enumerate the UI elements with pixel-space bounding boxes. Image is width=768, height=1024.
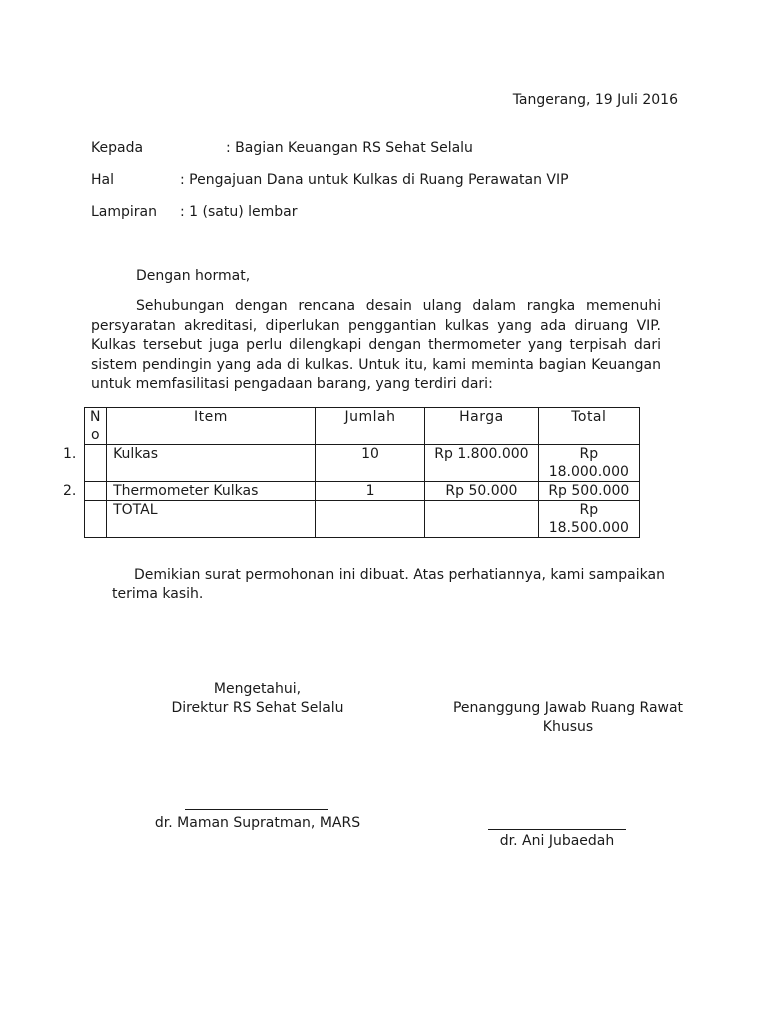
total-jumlah-cell	[315, 501, 424, 538]
signature-right-name: dr. Ani Jubaedah	[499, 833, 615, 849]
lampiran-value: : 1 (satu) lembar	[180, 204, 298, 220]
row-total: Rp 18.000.000	[538, 445, 639, 482]
body-paragraph: Sehubungan dengan rencana desain ulang dalam rangka memenuhi persyaratan akreditasi, diperlukan penggantian kulkas yang ada diruang VIP. Kulkas tersebut juga perlu dilengkapi dengan thermometer yang terpisah dari sistem pendingin yang ada di kulkas. Untuk itu, kami meminta bagian Keuangan untuk memfasilitasi pengadaan barang, yang terdiri dari:	[91, 298, 661, 392]
signature-left-line2: Direktur RS Sehat Selalu	[171, 700, 344, 716]
table-header-row	[85, 408, 640, 445]
row-jumlah: 1	[315, 482, 424, 501]
signature-left-name: dr. Maman Supratman, MARS	[154, 815, 361, 831]
lampiran-label: Lampiran	[91, 204, 158, 220]
header-item: Item	[107, 408, 316, 445]
header-total: Total	[538, 408, 639, 445]
signature-left	[130, 680, 385, 718]
row-number: 1.	[63, 446, 77, 462]
header-harga: Harga	[425, 408, 538, 445]
total-label: TOTAL	[107, 501, 316, 538]
row-no-cell	[63, 482, 107, 501]
kepada-label: Kepada	[91, 140, 144, 156]
row-total: Rp 500.000	[538, 482, 639, 501]
row-item: Kulkas	[107, 445, 316, 482]
signature-right-title: Penanggung Jawab Ruang Rawat Khusus	[452, 700, 684, 735]
total-no-cell	[85, 501, 107, 538]
row-no-cell	[63, 445, 107, 482]
signature-right-rule	[488, 829, 626, 830]
row-harga: Rp 1.800.000	[425, 445, 538, 482]
row-jumlah: 10	[315, 445, 424, 482]
header-no: N o	[85, 408, 107, 445]
total-value: Rp 18.500.000	[538, 501, 639, 538]
signature-left-rule	[185, 809, 328, 810]
table-total-row	[85, 501, 640, 538]
hal-value: : Pengajuan Dana untuk Kulkas di Ruang Perawatan VIP	[180, 172, 569, 188]
greeting: Dengan hormat,	[136, 268, 251, 284]
kepada-value: : Bagian Keuangan RS Sehat Selalu	[226, 140, 473, 156]
table-row	[85, 445, 640, 482]
items-table	[63, 407, 640, 538]
hal-label: Hal	[91, 172, 114, 188]
row-number: 2.	[63, 483, 77, 499]
row-item: Thermometer Kulkas	[107, 482, 316, 501]
total-harga-cell	[425, 501, 538, 538]
header-jumlah: Jumlah	[315, 408, 424, 445]
row-harga: Rp 50.000	[425, 482, 538, 501]
signature-left-line1: Mengetahui,	[213, 681, 302, 697]
closing-paragraph: Demikian surat permohonan ini dibuat. Atas perhatiannya, kami sampaikan terima kasih.	[112, 567, 665, 602]
letter-date: Tangerang, 19 Juli 2016	[512, 92, 678, 108]
table-row	[85, 482, 640, 501]
